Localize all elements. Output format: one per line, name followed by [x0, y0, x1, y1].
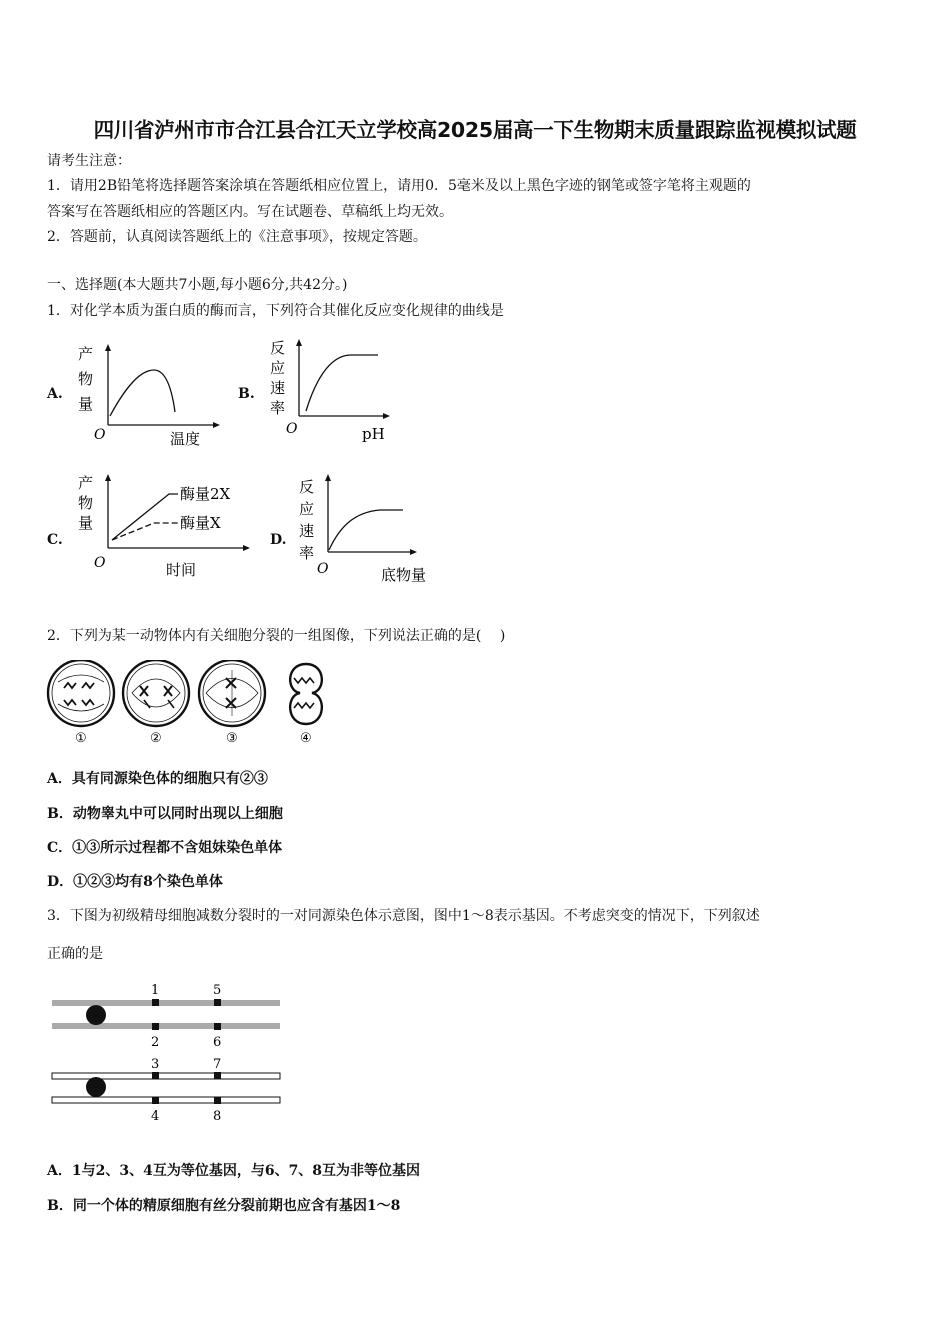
- gene-6: 6: [213, 1035, 222, 1050]
- question-1-stem: 1．对化学本质为蛋白质的酶而言，下列符合其催化反应变化规律的曲线是: [47, 303, 504, 319]
- chromatid-4: [52, 1097, 280, 1103]
- graph-a-ylabel-char: 产: [78, 345, 94, 363]
- graph-c-xlabel: 时间: [166, 561, 197, 579]
- q2-cell-figures: [44, 660, 344, 750]
- cell-label-3: ③: [226, 731, 238, 746]
- svg-text:率: 率: [270, 399, 286, 417]
- q1-graph-b: [266, 335, 396, 445]
- graph-c-legend-1: 酶量2X: [180, 485, 231, 503]
- chromatid-3: [52, 1073, 280, 1079]
- q2-option-a: A．具有同源染色体的细胞只有②③: [47, 771, 268, 787]
- notice-item-1-line-1: 1．请用2B铅笔将选择题答案涂填在答题纸相应位置上，请用0．5毫米及以上黑色字迹的钢笔或签字笔将主观题的: [47, 178, 751, 194]
- q2-option-b: B．动物睾丸中可以同时出现以上细胞: [47, 806, 283, 822]
- q1-graph-d: [295, 470, 455, 590]
- svg-text:物: 物: [78, 494, 94, 512]
- page-title: 四川省泸州市市合江县合江天立学校高2025届高一下生物期末质量跟踪监视模拟试题: [93, 118, 857, 142]
- cell-label-1: ①: [75, 731, 87, 746]
- graph-a-origin: O: [94, 427, 106, 443]
- gene-7: 7: [213, 1057, 222, 1072]
- cell-figure-1: [48, 660, 114, 726]
- cell-figure-2: [123, 660, 189, 726]
- gene-2: 2: [151, 1035, 160, 1050]
- q1-option-c-label: C.: [47, 532, 63, 548]
- centromere-1: [86, 1005, 106, 1025]
- svg-text:量: 量: [78, 395, 94, 413]
- notice-item-1-line-2: 答案写在答题纸相应的答题区内。写在试题卷、草稿纸上均无效。: [47, 204, 453, 220]
- question-3-stem-line-1: 3．下图为初级精母细胞减数分裂时的一对同源染色体示意图，图中1～8表示基因。不考虑突变的情况下，下列叙述: [47, 908, 760, 924]
- graph-c-legend-2: 酶量X: [180, 514, 221, 532]
- svg-text:应: 应: [299, 500, 315, 518]
- gene-4: 4: [151, 1109, 160, 1124]
- section-heading: 一、选择题(本大题共7小题,每小题6分,共42分。): [47, 277, 348, 293]
- gene-3: 3: [151, 1057, 160, 1072]
- question-2-stem: 2．下列为某一动物体内有关细胞分裂的一组图像，下列说法正确的是( ): [47, 628, 506, 644]
- notice-heading: 请考生注意：: [47, 153, 131, 169]
- svg-text:产: 产: [78, 474, 94, 492]
- question-3-stem-line-2: 正确的是: [47, 946, 103, 962]
- cell-figure-4: [290, 664, 322, 724]
- chromatid-2: [52, 1023, 280, 1029]
- graph-b-xlabel: pH: [362, 425, 385, 443]
- q2-option-c: C．①③所示过程都不含姐妹染色单体: [47, 840, 283, 856]
- graph-b-origin: O: [286, 421, 298, 437]
- q1-option-b-label: B.: [238, 386, 255, 402]
- svg-text:量: 量: [78, 514, 94, 532]
- svg-text:反: 反: [270, 339, 286, 357]
- q1-graph-a: [74, 340, 224, 450]
- graph-c-origin: O: [94, 555, 106, 571]
- svg-text:速: 速: [299, 522, 315, 540]
- q1-option-a-label: A.: [47, 386, 63, 402]
- q1-option-d-label: D.: [270, 532, 287, 548]
- graph-a-xlabel: 温度: [170, 430, 201, 448]
- q3-option-a: A．1与2、3、4互为等位基因，与6、7、8互为非等位基因: [47, 1163, 421, 1179]
- cell-figure-3: [199, 660, 265, 726]
- centromere-2: [86, 1077, 106, 1097]
- gene-1: 1: [151, 983, 160, 998]
- svg-text:速: 速: [270, 379, 286, 397]
- notice-item-2: 2．答题前，认真阅读答题纸上的《注意事项》，按规定答题。: [47, 229, 427, 245]
- q1-graph-c: [74, 470, 254, 585]
- graph-d-origin: O: [317, 561, 329, 577]
- gene-5: 5: [213, 983, 222, 998]
- gene-8: 8: [213, 1109, 222, 1124]
- svg-text:物: 物: [78, 370, 94, 388]
- cell-label-4: ④: [300, 731, 312, 746]
- svg-text:应: 应: [270, 359, 286, 377]
- chromatid-1: [52, 1000, 280, 1006]
- cell-label-2: ②: [150, 731, 162, 746]
- svg-text:率: 率: [299, 544, 315, 562]
- q3-option-b: B．同一个体的精原细胞有丝分裂前期也应含有基因1～8: [47, 1198, 401, 1214]
- svg-text:反: 反: [299, 478, 315, 496]
- q3-chromosome-diagram: [46, 978, 286, 1128]
- q2-option-d: D．①②③均有8个染色单体: [47, 874, 223, 890]
- graph-d-xlabel: 底物量: [381, 566, 427, 584]
